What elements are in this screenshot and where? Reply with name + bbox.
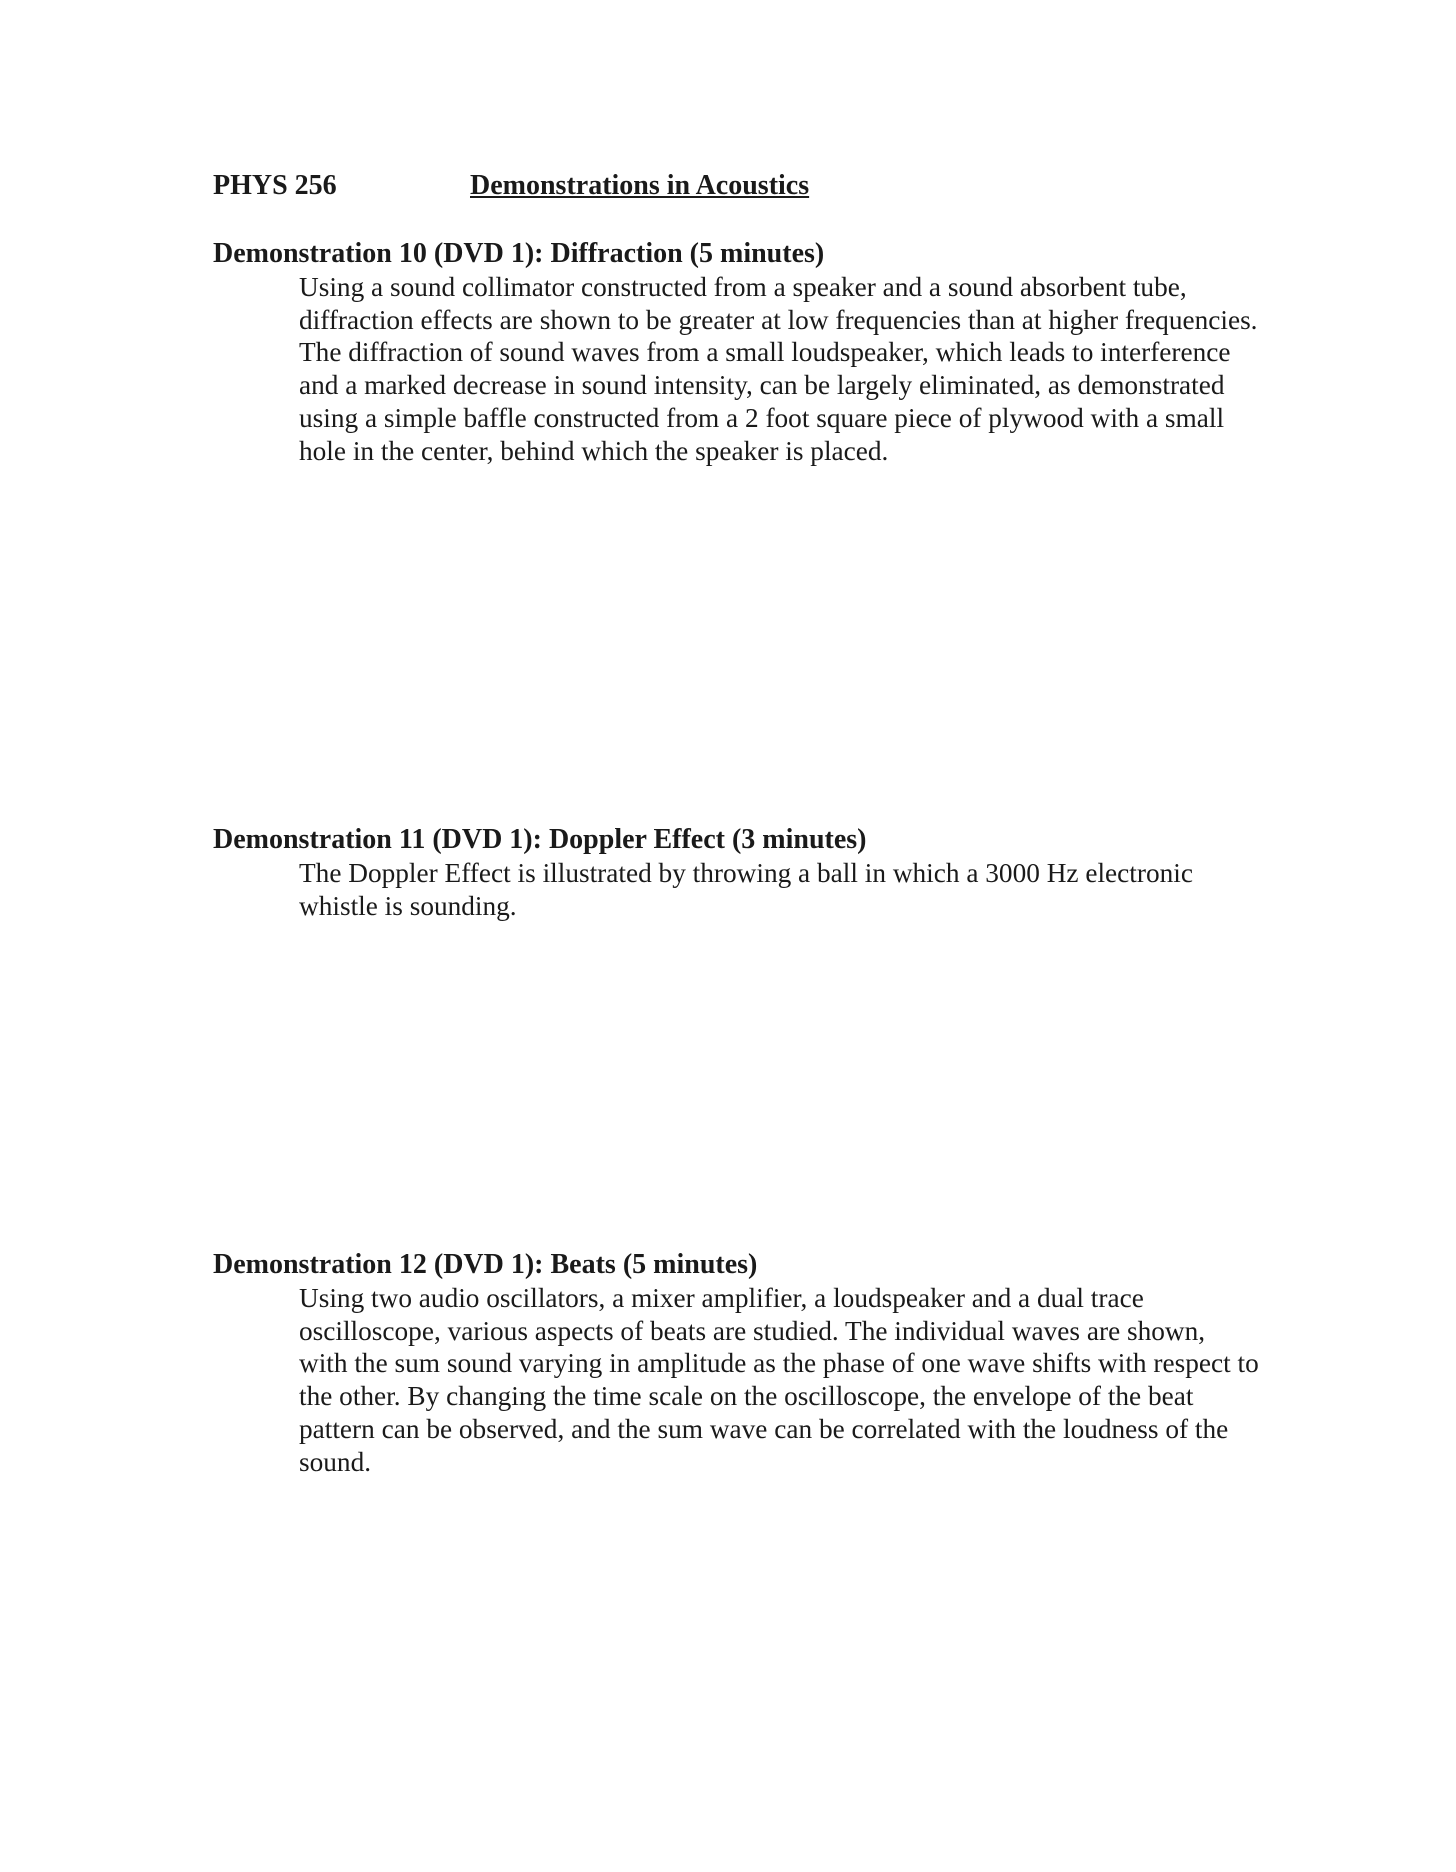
document-title: Demonstrations in Acoustics [470, 170, 810, 201]
demonstration-12 [213, 1248, 1259, 1478]
demonstration-description: Using a sound collimator constructed from a speaker and a sound absorbent tube, diffraction effects are shown to be greater at low frequencies than at higher frequencies. The diffraction of sound waves from a small loudspeaker, which leads to interference and a marked decrease in sound intensity, can be largely eliminated, as demonstrated using a simple baffle constructed from a 2 foot square piece of plywood with a small hole in the center, behind which the speaker is placed. [299, 272, 1258, 466]
page-header [213, 170, 809, 202]
demonstration-title: Demonstration 12 (DVD 1): Beats (5 minutes) [213, 1249, 758, 1280]
demonstration-11 [213, 823, 1253, 922]
demonstration-title: Demonstration 11 (DVD 1): Doppler Effect (3 minutes) [213, 824, 867, 855]
demonstration-title: Demonstration 10 (DVD 1): Diffraction (5 minutes) [213, 238, 825, 269]
demonstration-10 [213, 237, 1258, 467]
demonstration-description: The Doppler Effect is illustrated by throwing a ball in which a 3000 Hz electronic whistle is sounding. [299, 858, 1193, 921]
demonstration-description: Using two audio oscillators, a mixer amplifier, a loudspeaker and a dual trace oscilloscope, various aspects of beats are studied. The individual waves are shown, with the sum sound varying in amplitude as the phase of one wave shifts with respect to the other. By changing the time scale on the oscilloscope, the envelope of the beat pattern can be observed, and the sum wave can be correlated with the loudness of the sound. [299, 1283, 1259, 1477]
course-code: PHYS 256 [213, 170, 337, 201]
